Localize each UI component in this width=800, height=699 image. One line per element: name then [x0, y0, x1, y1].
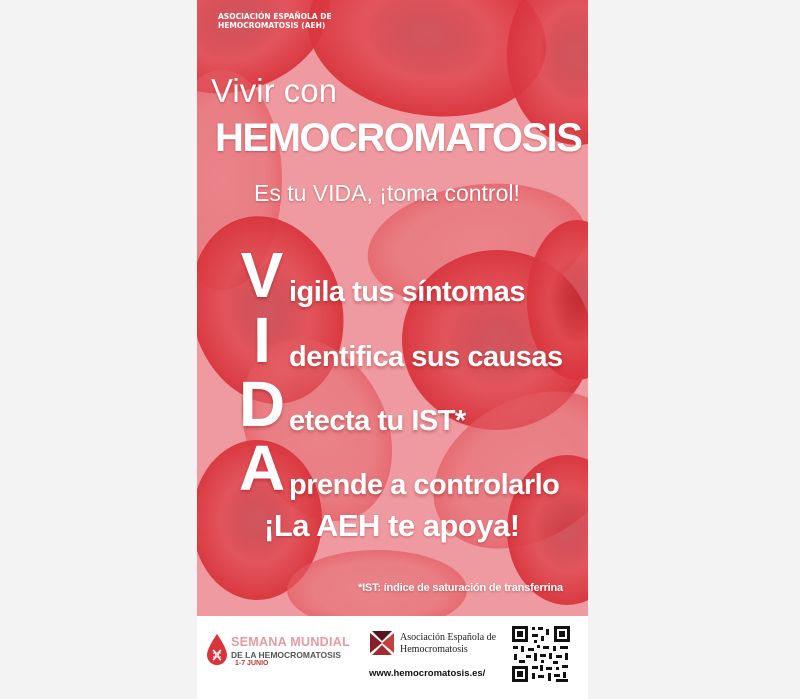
acrostic-text: igila tus síntomas: [289, 276, 525, 308]
website-link[interactable]: www.hemocromatosis.es/: [369, 668, 486, 679]
aeh-mark-icon: [367, 629, 397, 657]
acrostic-line-a: [235, 432, 560, 504]
title-line-2: HEMOCROMATOSIS: [215, 116, 582, 160]
support-slogan: ¡La AEH te apoya!: [264, 508, 520, 543]
acrostic-line-i: [235, 304, 563, 376]
acrostic-letter: A: [238, 432, 286, 504]
footnote: *IST: índice de saturación de transferrina: [358, 582, 563, 594]
semana-title: SEMANA MUNDIAL: [231, 635, 351, 649]
qr-code-icon: [510, 624, 572, 684]
semana-subtitle: DE LA HEMOCROMATOSIS: [231, 650, 341, 660]
tagline: Es tu VIDA, ¡toma control!: [254, 180, 520, 206]
acrostic-text: prende a controlarlo: [289, 469, 560, 501]
acrostic-text: etecta tu IST*: [289, 405, 466, 437]
acrostic-line-d: [235, 368, 466, 440]
acrostic-line-v: [235, 239, 525, 311]
acrostic-letter: D: [238, 368, 286, 440]
semana-dates: 1-7 JUNIO: [235, 660, 269, 667]
title-line-1: Vivir con: [211, 72, 337, 109]
blood-drop-icon: [205, 632, 229, 668]
acrostic-letter: V: [240, 239, 284, 311]
organization-name: ASOCIACIÓN ESPAÑOLA DE HEMOCROMATOSIS (AEH): [218, 12, 332, 30]
acrostic-letter: I: [253, 304, 271, 376]
acrostic-text: dentifica sus causas: [289, 341, 563, 373]
aeh-name: Asociación Española de Hemocromatosis: [400, 632, 497, 655]
aeh-logo: [367, 629, 507, 659]
poster: [197, 0, 588, 699]
semana-mundial-logo: [205, 632, 355, 672]
